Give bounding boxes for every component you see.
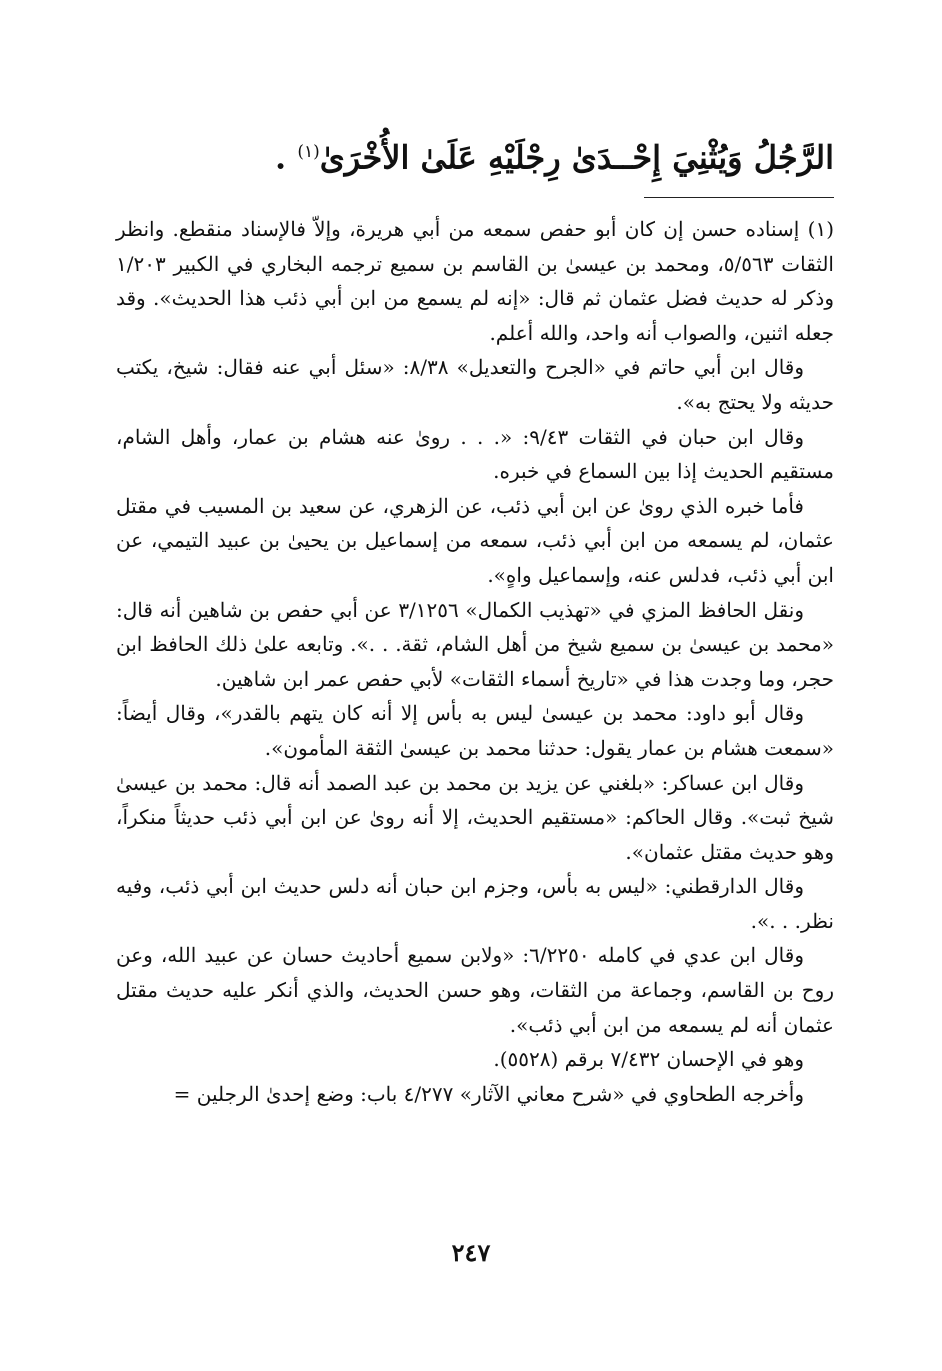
footnote-paragraph: ونقل الحافظ المزي في «تهذيب الكمال» ٣/١٢٥٦ عن أبي حفص بن شاهين أنه قال: «محمد بن عيسىٰ بن سميع شيخ من أهل الشام، ثقة. . .». وتابعه علىٰ ذلك الحافظ ابن حجر، وما وجدت هذا في «تاريخ أسماء الثقات» لأبي حفص عمر ابن شاهين. — [116, 597, 834, 691]
main-text: الرَّجُلُ وَيُثْنِيَ إِحْــدَىٰ رِجْلَيْهِ عَلَىٰ الأُخْرَىٰ — [319, 138, 834, 177]
main-text-line — [114, 128, 834, 182]
footnote-paragraph: وأخرجه الطحاوي في «شرح معاني الآثار» ٤/٢٧٧ باب: وضع إحدىٰ الرجلين = — [173, 1081, 804, 1106]
footnote-paragraph: وقال الدارقطني: «ليس به بأس، وجزم ابن حبان أنه دلس حديث ابن أبي ذئب، وفيه نظر. . .». — [116, 874, 834, 933]
footnote-paragraph: وهو في الإحسان ٧/٤٣٢ برقم (٥٥٢٨). — [493, 1047, 804, 1072]
footnote-paragraph: وقال ابن أبي حاتم في «الجرح والتعديل» ٨/٣٨: «سئل أبي عنه فقال: شيخ، يكتب حديثه ولا يحتج به». — [116, 355, 834, 414]
footnote-paragraph: وقال ابن عدي في كامله ٦/٢٢٥٠: «ولابن سميع أحاديث حسان عن عبيد الله، وعن روح بن القاسم، وجماعة من الثقات، وهو حسن الحديث، والذي أنكر عليه حديث مقتل عثمان أنه لم يسمعه من ابن أبي ذئب». — [116, 943, 834, 1037]
footnote-marker: (١) — [807, 217, 834, 241]
footnotes-section — [116, 212, 834, 1111]
footnote-paragraph: وقال أبو داود: محمد بن عيسىٰ ليس به بأس إلا أنه كان يتهم بالقدر»، وقال أيضاً: «سمعت هشام بن عمار يقول: حدثنا محمد بن عيسىٰ الثقة المأمون». — [116, 701, 834, 760]
footnote-text: إسناده حسن إن كان أبو حفص سمعه من أبي هريرة، وإلاّ فالإسناد منقطع. وانظر الثقات ٥/٥٦٣، ومحمد بن عيسىٰ بن القاسم بن سميع ترجمه البخاري في الكبير ١/٢٠٣ وذكر له حديث فضل عثمان ثم قال: «إنه لم يسمع من ابن أبي ذئب هذا الحديث». وقد جعله اثنين، والصواب أنه واحد، والله أعلم. — [116, 217, 834, 345]
main-text-end: . — [275, 138, 287, 177]
footnote-paragraph: وقال ابن حبان في الثقات ٩/٤٣: «. . . روىٰ عنه هشام بن عمار، وأهل الشام، مستقيم الحديث إذا بين السماع في خبره. — [116, 424, 834, 484]
footnote-divider — [644, 197, 834, 198]
footnote-reference: (١) — [297, 142, 320, 162]
footnote-paragraph: وقال ابن عساكر: «بلغني عن يزيد بن محمد بن عبد الصمد أنه قال: محمد بن عيسىٰ شيخ ثبت». وقال الحاكم: «مستقيم الحديث، إلا أنه روىٰ عن ابن أبي ذئب حديثاً منكراً، وهو حديث مقتل عثمان». — [116, 770, 834, 864]
footnote-paragraph — [116, 212, 834, 350]
page-number: ٢٤٧ — [451, 1238, 491, 1267]
footnote-paragraph: فأما خبره الذي روىٰ عن ابن أبي ذئب، عن الزهري، عن سعيد بن المسيب في مقتل عثمان، لم يسمعه من ابن أبي ذئب، سمعه من إسماعيل بن يحيىٰ بن عبيد التيمي، عن ابن أبي ذئب، فدلس عنه، وإسماعيل واهٍ». — [116, 493, 834, 587]
